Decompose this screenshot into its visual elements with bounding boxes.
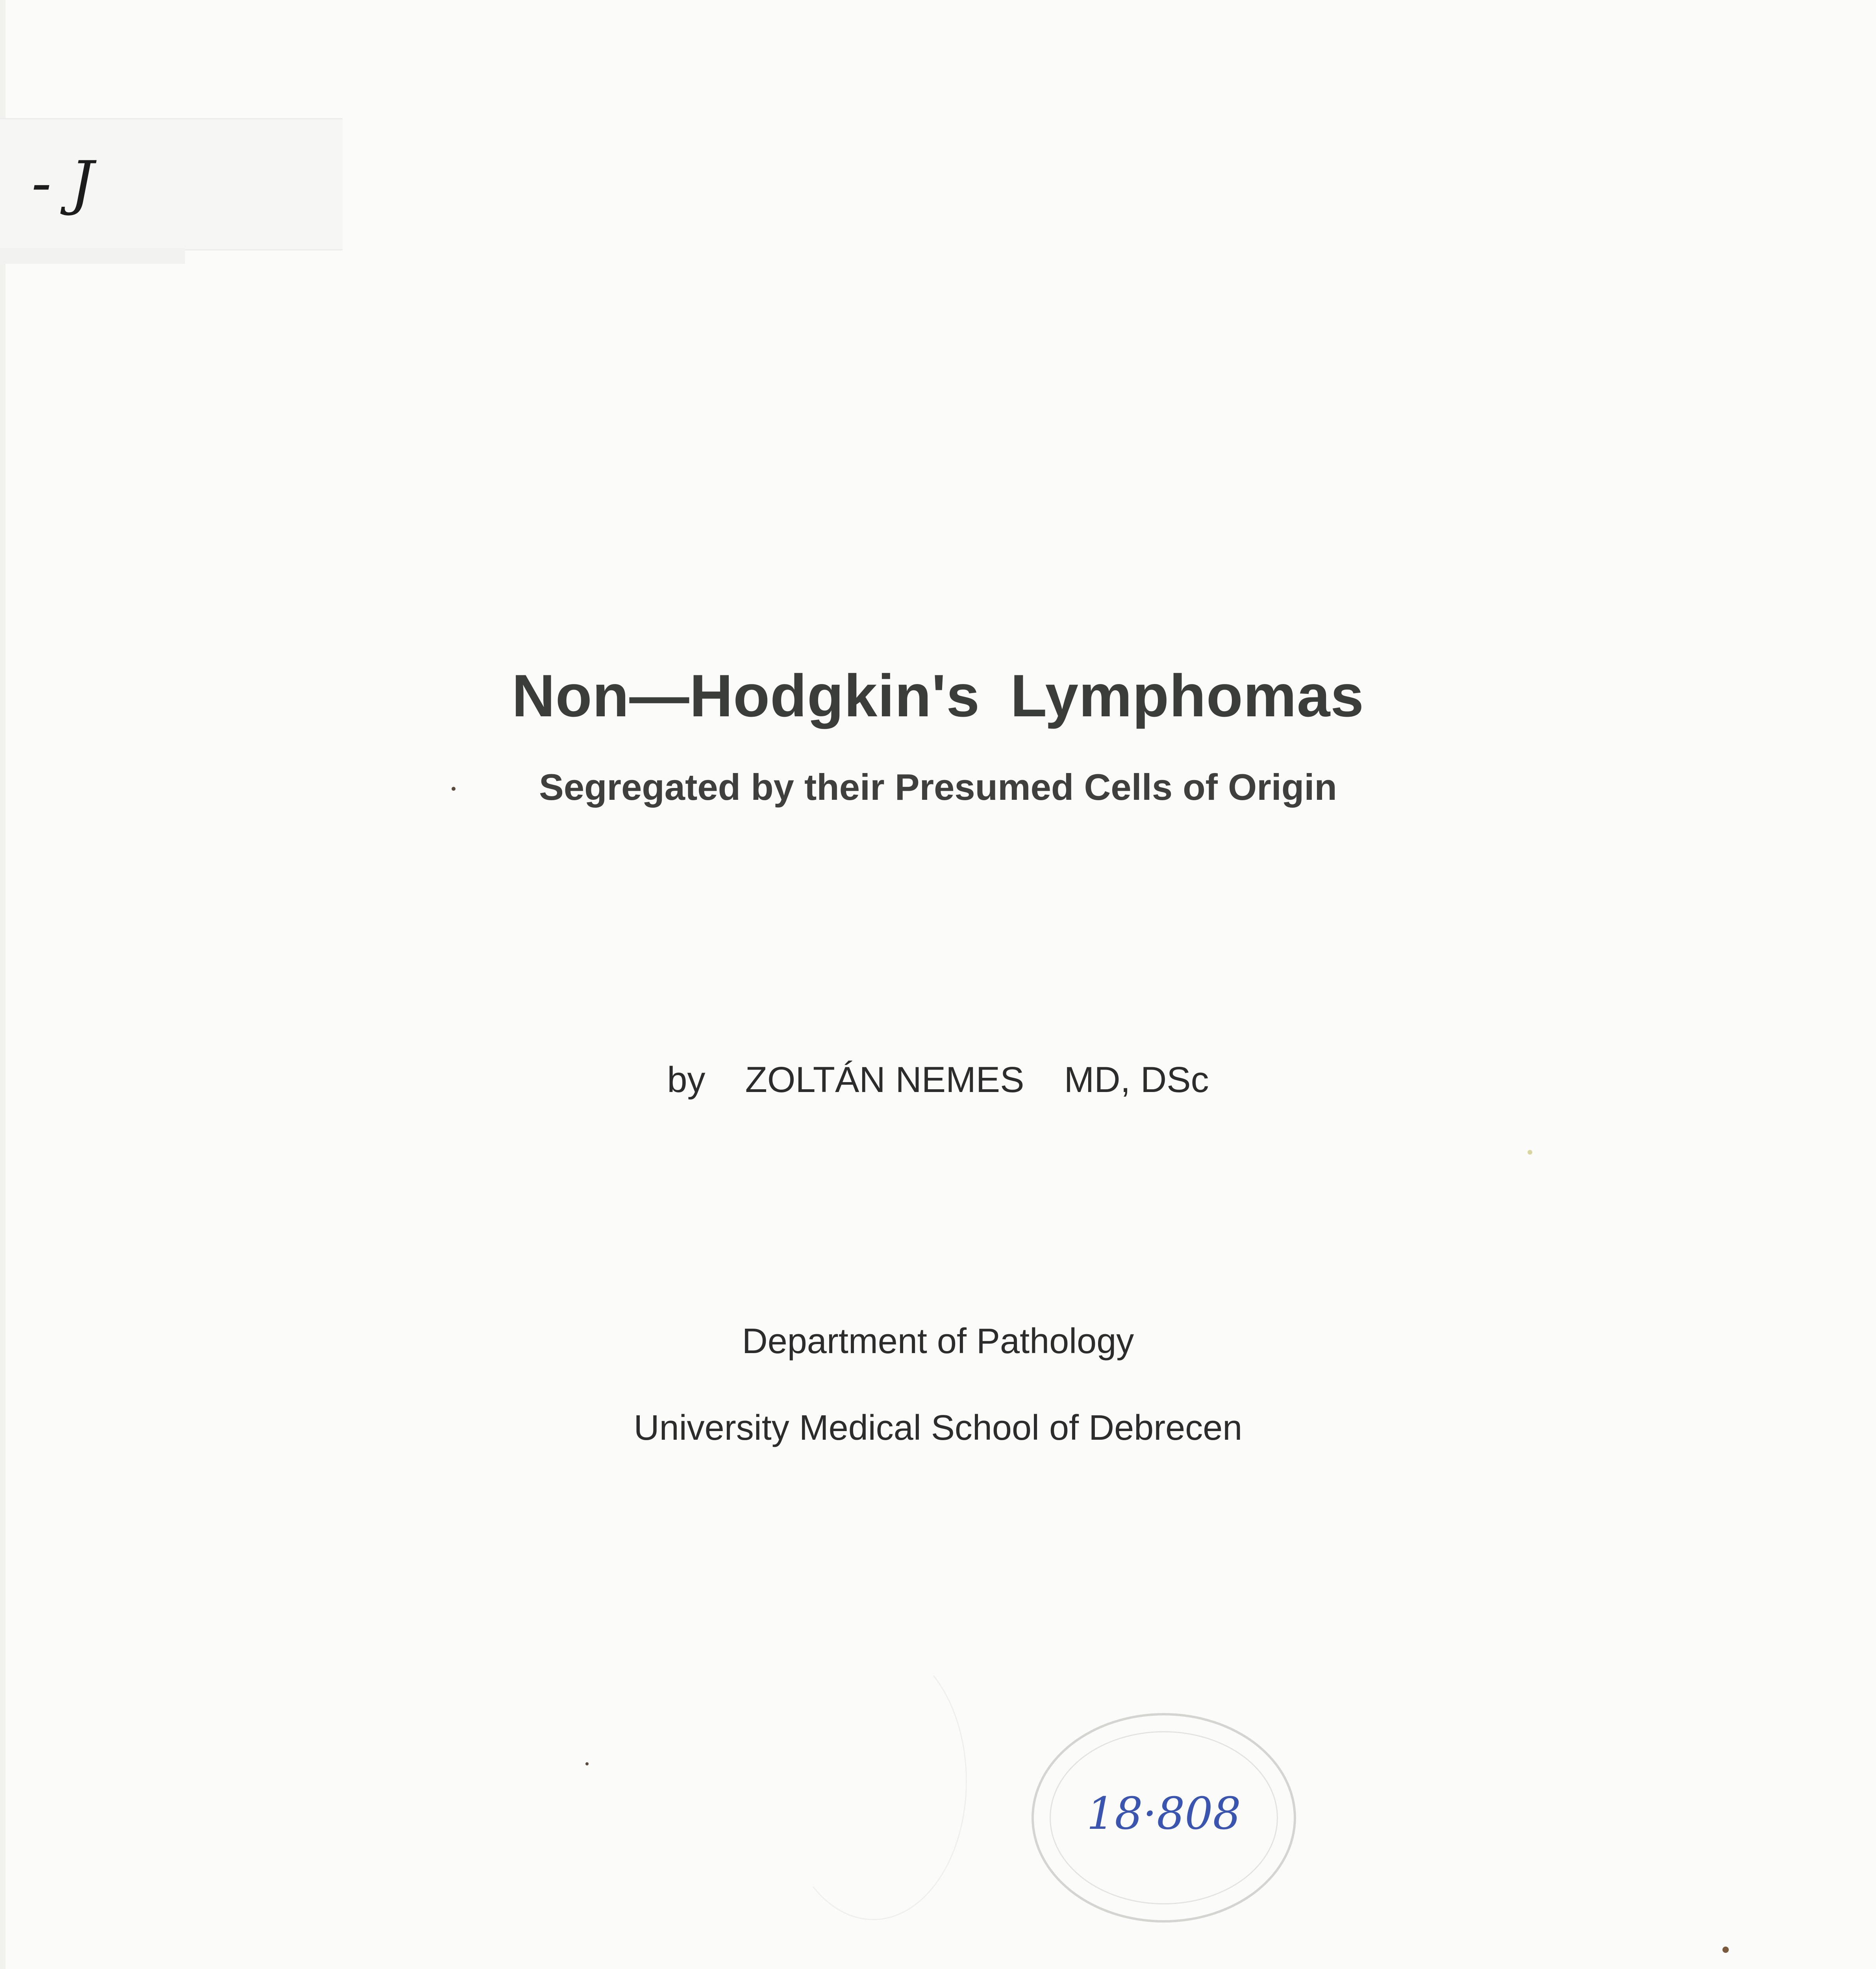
document-title: Non—Hodgkin's Lymphomas <box>512 662 1364 729</box>
paper-speck <box>585 1762 589 1765</box>
emboss-mark <box>780 1642 967 1920</box>
author-credentials: MD, DSc <box>1064 1060 1209 1100</box>
top-sticker-strip <box>0 248 185 264</box>
author-name: ZOLTÁN NEMES <box>745 1060 1024 1100</box>
sticker-handwritten-mark: - J <box>31 149 94 217</box>
department: Department of Pathology <box>742 1322 1134 1361</box>
byline <box>0 1059 1876 1101</box>
document-subtitle: Segregated by their Presumed Cells of Origin <box>539 766 1337 808</box>
stamp-number: 18·808 <box>1087 1788 1241 1839</box>
institution: University Medical School of Debrecen <box>633 1408 1243 1448</box>
byline-prefix: by <box>667 1060 706 1100</box>
page-edge <box>0 0 6 1969</box>
library-stamp <box>1032 1713 1296 1923</box>
paper-speck <box>1528 1150 1532 1155</box>
paper-speck <box>1722 1947 1729 1953</box>
paper-speck <box>452 787 456 791</box>
